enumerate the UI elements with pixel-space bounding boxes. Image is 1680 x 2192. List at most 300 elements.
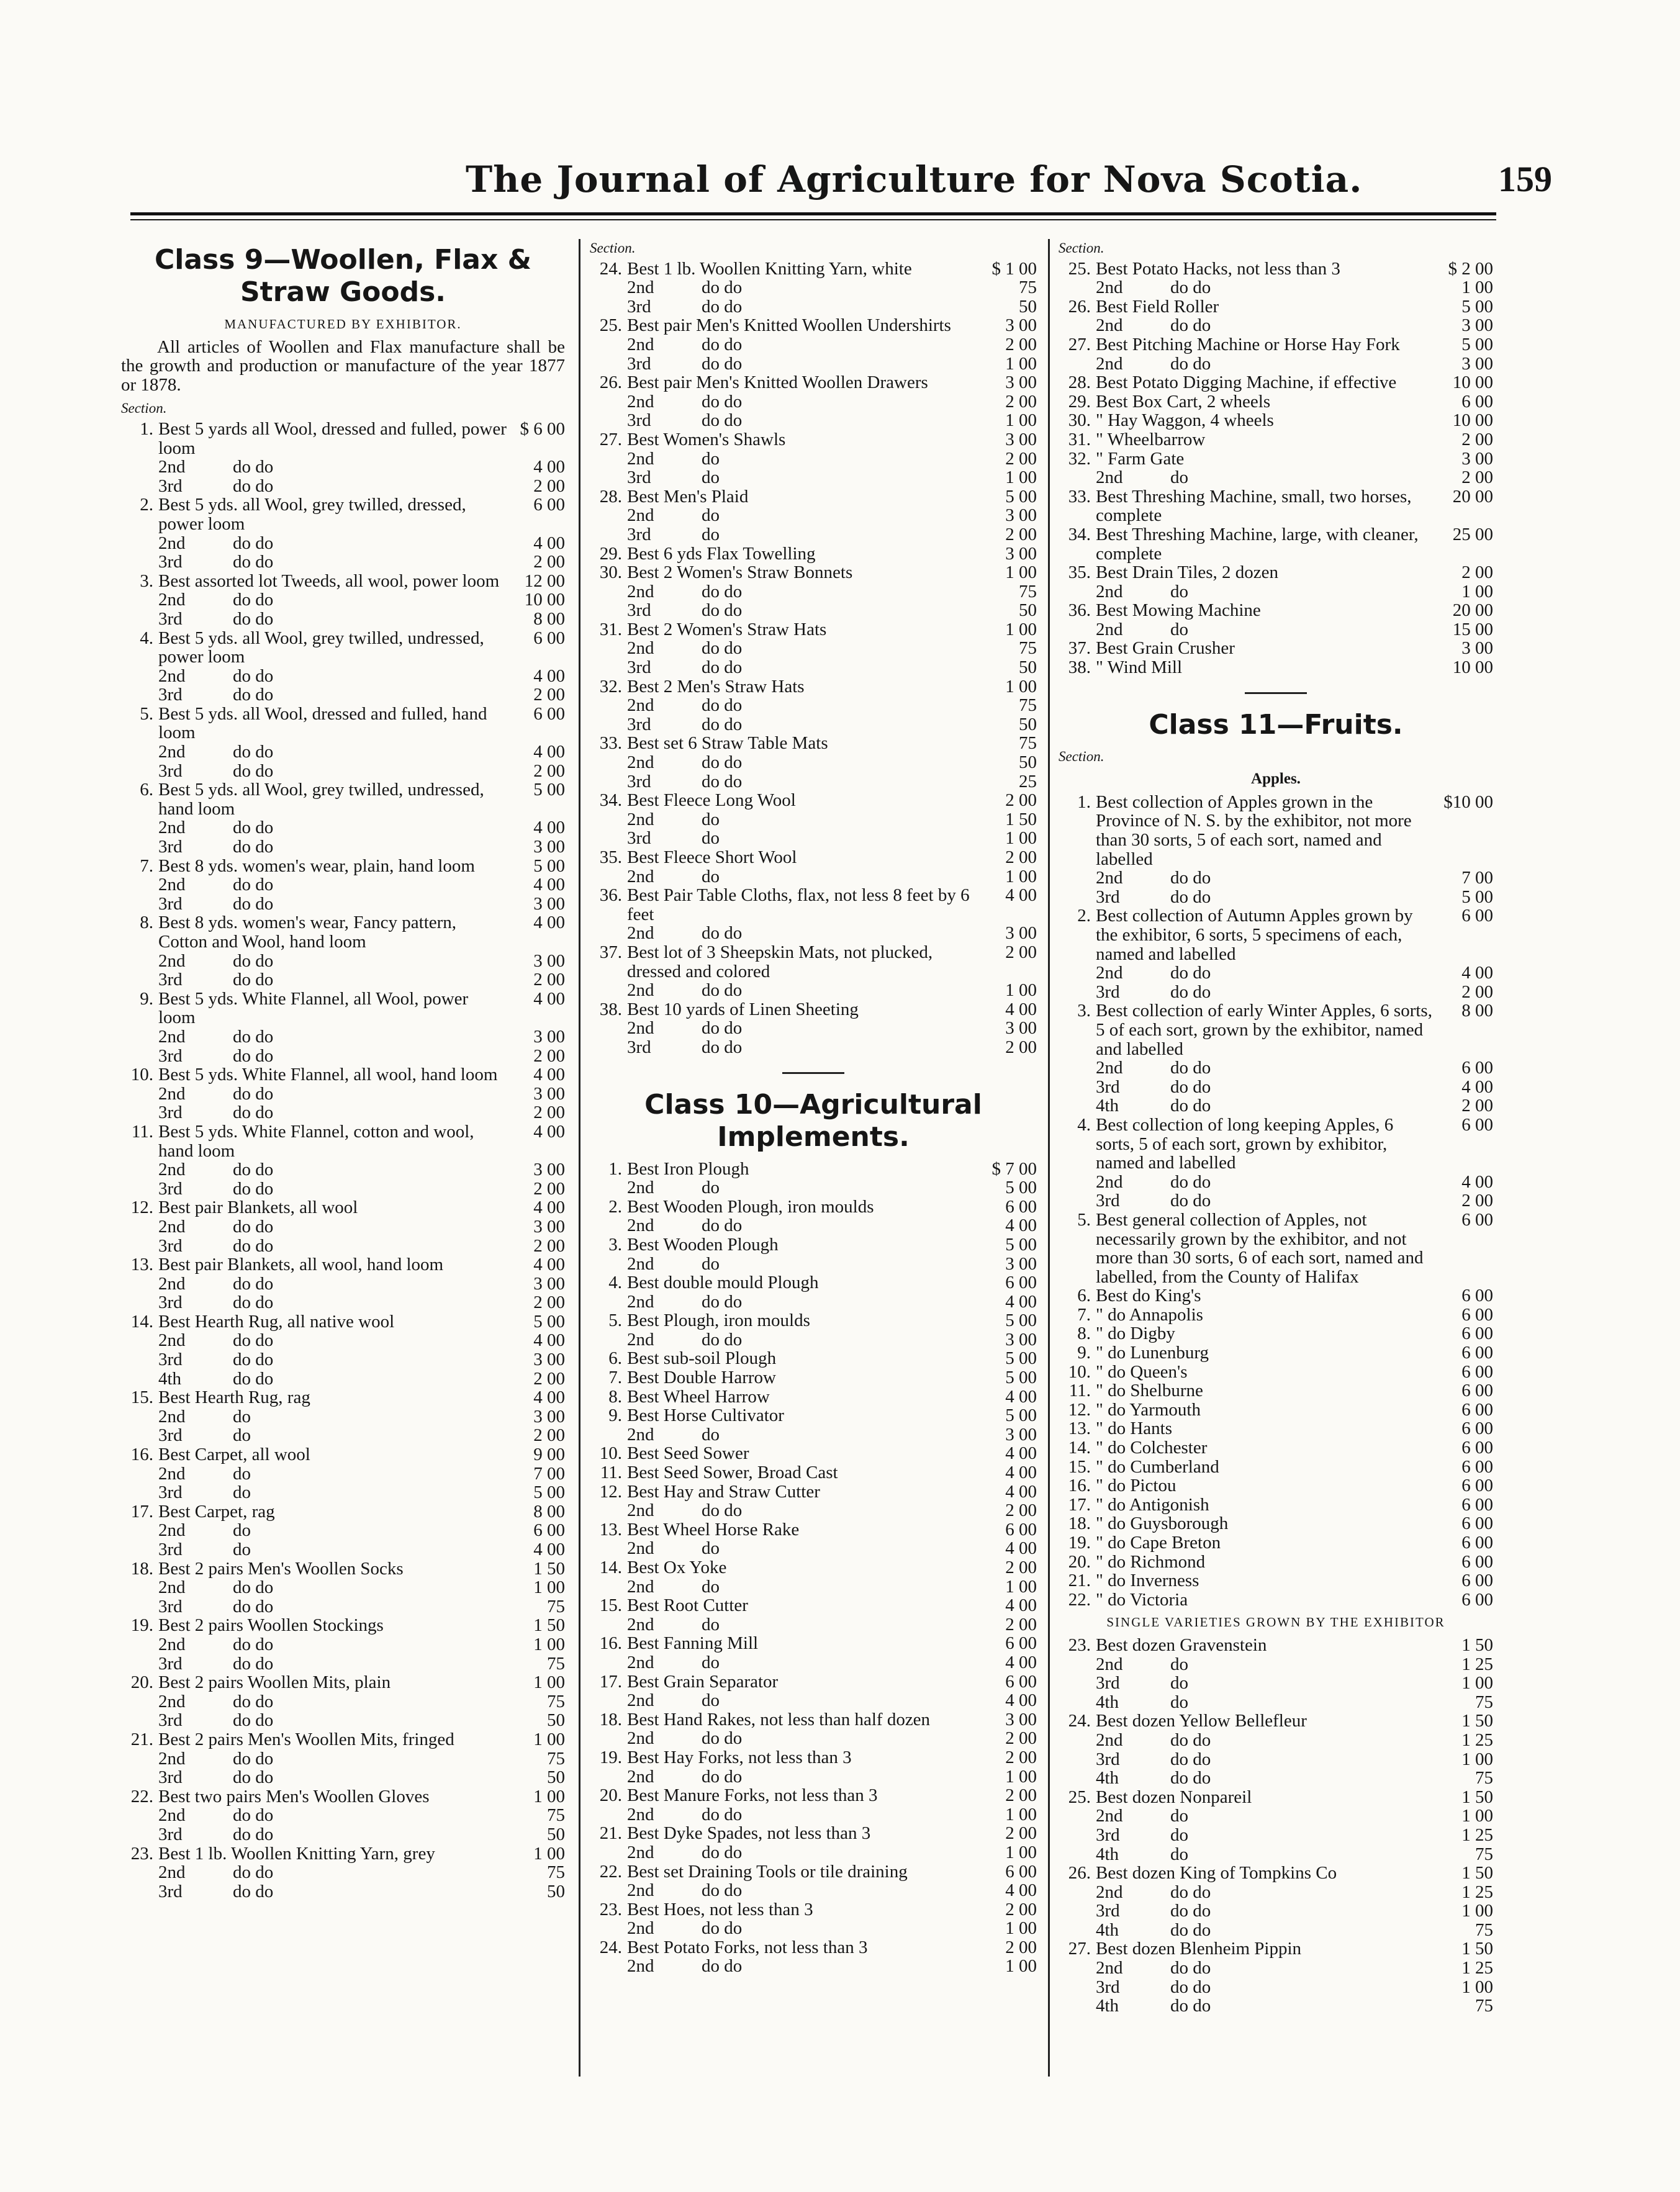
prize-list [1059, 793, 1493, 1610]
prize-entry [1059, 1343, 1493, 1363]
entry-place-line [121, 1540, 565, 1559]
place-ditto: do [1170, 1824, 1188, 1845]
entry-place-line [1059, 1173, 1493, 1192]
place-ditto: do do [702, 1880, 743, 1901]
place-amount: 2 00 [1461, 1191, 1493, 1211]
prize-entry [121, 495, 565, 571]
prize-entry [590, 620, 1037, 677]
entry-text: Best Seed Sower, Broad Cast [627, 1463, 838, 1483]
entry-text: Best Potato Hacks, not less than 3 [1096, 258, 1340, 279]
place-rank: 2nd [627, 1538, 654, 1559]
place-ditto: do do [702, 277, 743, 298]
entry-place-line [121, 1217, 565, 1237]
place-amount: 3 00 [1005, 1018, 1037, 1039]
entry-main-line [590, 1444, 1037, 1463]
prize-entry [1059, 793, 1493, 907]
entry-text: Best Pitching Machine or Horse Hay Fork [1096, 334, 1400, 354]
entry-amount: 3 00 [1005, 315, 1037, 336]
entry-number: 6. [140, 780, 153, 800]
place-amount: 3 00 [533, 1026, 565, 1047]
entry-place-line [121, 534, 565, 553]
prize-entry [590, 1406, 1037, 1444]
entry-number: 21. [130, 1729, 153, 1749]
class-heading: Class 10—Agricultural Implements. [644, 1088, 982, 1153]
place-rank: 2nd [627, 638, 654, 659]
place-rank: 2nd [158, 1026, 186, 1047]
header-rule [130, 212, 1496, 220]
entry-number: 20. [1068, 1551, 1091, 1572]
place-rank: 2nd [627, 448, 654, 469]
entry-amount: 6 00 [1461, 1551, 1493, 1572]
entry-amount: 5 00 [533, 1311, 565, 1332]
entry-place-line [121, 1882, 565, 1901]
entry-amount: 6 00 [1005, 1273, 1037, 1293]
entry-main-line [1059, 1788, 1493, 1807]
entry-place-line [121, 685, 565, 705]
entry-main-line [1059, 1476, 1493, 1495]
entry-text: Best Potato Digging Machine, if effective [1096, 372, 1397, 393]
place-rank: 2nd [158, 1691, 186, 1712]
place-ditto: do [1170, 1806, 1188, 1826]
entry-place-line [121, 1806, 565, 1825]
place-rank: 2nd [1096, 353, 1123, 374]
place-ditto: do [1170, 619, 1188, 639]
place-ditto: do do [702, 296, 743, 317]
place-rank: 2nd [627, 1766, 654, 1787]
prize-entry [1059, 1864, 1493, 1939]
place-amount: 2 00 [533, 1292, 565, 1313]
entry-text: Best Plough, iron moulds [627, 1310, 810, 1331]
entry-amount: 2 00 [1005, 1899, 1037, 1919]
entry-place-line [121, 1578, 565, 1597]
prize-entry [1059, 1712, 1493, 1787]
entry-text: " Hay Waggon, 4 wheels [1096, 410, 1274, 431]
entry-place-line [590, 924, 1037, 943]
prize-entry [590, 791, 1037, 848]
entry-main-line [121, 1065, 565, 1085]
place-ditto: do do [1170, 1058, 1211, 1078]
place-rank: 2nd [158, 1463, 186, 1484]
entry-amount: 6 00 [1005, 1196, 1037, 1217]
place-amount: 3 00 [533, 893, 565, 914]
place-amount: 1 00 [1005, 1766, 1037, 1787]
place-rank: 3rd [158, 1045, 183, 1066]
entry-amount: $10 00 [1443, 792, 1493, 812]
place-amount: 5 00 [1005, 1178, 1037, 1198]
place-rank: 2nd [1096, 1654, 1123, 1674]
entry-main-line [121, 780, 565, 818]
entry-number: 25. [1068, 258, 1091, 279]
prize-entry [1059, 1788, 1493, 1864]
entry-number: 18. [130, 1558, 153, 1579]
entry-main-line [1059, 1590, 1493, 1610]
place-rank: 3rd [158, 1178, 183, 1199]
place-ditto: do do [1170, 277, 1211, 298]
place-rank: 3rd [158, 1103, 183, 1123]
place-ditto: do do [1170, 1882, 1211, 1902]
place-rank: 3rd [627, 600, 651, 621]
place-rank: 2nd [1096, 1058, 1123, 1078]
place-ditto: do do [702, 410, 743, 431]
place-rank: 3rd [627, 657, 651, 678]
entry-place-line [121, 590, 565, 610]
entry-place-line [590, 392, 1037, 412]
place-amount: 2 00 [1461, 981, 1493, 1002]
entry-place-line [590, 601, 1037, 620]
entry-number: 25. [599, 315, 622, 336]
entry-amount: 5 00 [1005, 1368, 1037, 1388]
entry-main-line [1059, 1211, 1493, 1286]
entry-number: 2. [1077, 906, 1091, 926]
place-ditto: do do [1170, 886, 1211, 907]
entry-place-line [1059, 1655, 1493, 1674]
entry-place-line [590, 1501, 1037, 1520]
entry-main-line [590, 316, 1037, 335]
place-amount: 1 00 [1005, 353, 1037, 374]
entry-text: Best 1 lb. Woollen Knitting Yarn, grey [158, 1843, 435, 1864]
place-amount: 1 00 [1005, 866, 1037, 886]
entry-main-line [121, 1312, 565, 1332]
entry-number: 1. [1077, 792, 1091, 812]
entry-number: 25. [1068, 1787, 1091, 1807]
entry-place-line [121, 610, 565, 629]
prize-entry [590, 1862, 1037, 1900]
prize-entry [1059, 1495, 1493, 1515]
entry-text: " Wind Mill [1096, 657, 1183, 678]
entry-amount: 6 00 [1461, 1343, 1493, 1363]
entry-amount: 2 00 [1005, 942, 1037, 962]
entry-place-line [121, 1692, 565, 1712]
prize-entry [121, 1388, 565, 1445]
prize-entry [1059, 1458, 1493, 1477]
entry-place-line [1059, 963, 1493, 983]
entry-main-line [121, 1616, 565, 1635]
place-ditto: do do [233, 1160, 274, 1180]
entry-main-line [590, 430, 1037, 449]
entry-main-line [590, 1748, 1037, 1767]
place-ditto: do do [233, 1577, 274, 1598]
place-ditto: do [702, 828, 720, 849]
entry-number: 13. [130, 1255, 153, 1275]
place-ditto: do [233, 1482, 251, 1503]
entry-main-line [590, 791, 1037, 810]
entry-number: 12. [130, 1197, 153, 1218]
entry-amount: 4 00 [1005, 999, 1037, 1019]
prize-entry [1059, 1590, 1493, 1610]
entry-text: " do Lunenburg [1096, 1343, 1209, 1363]
place-amount: 2 00 [1005, 1614, 1037, 1635]
entry-amount: 6 00 [1461, 1324, 1493, 1344]
entry-place-line [590, 297, 1037, 317]
entry-text: Best collection of long keeping Apples, 6 sorts, 5 of each sort, grown by exhibitor, named and labelled [1096, 1114, 1394, 1173]
entry-place-line [590, 411, 1037, 430]
entry-text: Best dozen King of Tompkins Co [1096, 1863, 1337, 1883]
place-rank: 3rd [627, 1037, 651, 1057]
place-ditto: do do [702, 391, 743, 412]
entry-text: " do Yarmouth [1096, 1399, 1201, 1420]
place-rank: 2nd [158, 1330, 186, 1351]
entry-text: Best 1 lb. Woollen Knitting Yarn, white [627, 258, 912, 279]
entry-place-line [121, 477, 565, 496]
entry-number: 20. [130, 1672, 153, 1693]
entry-number: 8. [140, 913, 153, 933]
place-rank: 2nd [627, 1576, 654, 1597]
place-rank: 2nd [627, 1804, 654, 1824]
entry-number: 10. [1068, 1361, 1091, 1382]
prize-entry [590, 1311, 1037, 1349]
prize-entry [590, 1672, 1037, 1710]
column-divider [579, 239, 580, 2077]
entry-number: 17. [599, 1671, 622, 1692]
divider [782, 1072, 844, 1074]
entry-main-line [590, 1634, 1037, 1653]
entry-number: 10. [130, 1065, 153, 1085]
page-header [130, 158, 1552, 202]
entry-main-line [1059, 430, 1493, 449]
place-ditto: do [702, 467, 720, 488]
entry-main-line [1059, 1438, 1493, 1458]
entry-place-line [121, 1597, 565, 1617]
entry-main-line [590, 1900, 1037, 1919]
entry-amount: 10 00 [1452, 657, 1493, 678]
entry-number: 14. [1068, 1438, 1091, 1458]
place-amount: 1 00 [1005, 467, 1037, 488]
entry-text: " do Annapolis [1096, 1304, 1203, 1325]
prize-entry [121, 1730, 565, 1787]
place-amount: 1 25 [1461, 1824, 1493, 1845]
place-rank: 2nd [627, 1918, 654, 1939]
place-ditto: do do [702, 1018, 743, 1039]
entry-text: Best general collection of Apples, not necessarily grown by the exhibitor, and not more than 30 sorts, 6 of each sort, named and labelled, from the County of Halifax [1096, 1209, 1424, 1287]
entry-amount: 4 00 [1005, 1595, 1037, 1616]
place-ditto: do do [702, 1329, 743, 1350]
entry-place-line [590, 1729, 1037, 1748]
entry-place-line [590, 335, 1037, 354]
entry-place-line [590, 1767, 1037, 1787]
entry-place-line [1059, 888, 1493, 907]
place-amount: 1 00 [1461, 581, 1493, 602]
place-amount: 50 [547, 1881, 565, 1901]
place-rank: 2nd [158, 1406, 186, 1427]
entry-main-line [590, 1786, 1037, 1805]
entry-text: Best Iron Plough [627, 1158, 749, 1179]
entry-main-line [1059, 487, 1493, 525]
prize-entry [121, 420, 565, 495]
place-ditto: do do [233, 818, 274, 838]
place-rank: 3rd [158, 1881, 183, 1901]
entry-number: 16. [130, 1445, 153, 1465]
entry-place-line [1059, 1826, 1493, 1845]
prize-entry [1059, 1533, 1493, 1553]
entry-amount: 2 00 [1005, 1785, 1037, 1806]
place-ditto: do do [233, 685, 274, 705]
entry-amount: 20 00 [1452, 486, 1493, 507]
entry-number: 23. [599, 1899, 622, 1919]
prize-entry [121, 1559, 565, 1617]
place-rank: 2nd [1096, 1882, 1123, 1902]
prize-entry [121, 1502, 565, 1559]
entry-place-line [590, 658, 1037, 677]
place-amount: 3 00 [533, 837, 565, 857]
entry-place-line [121, 1160, 565, 1179]
entry-main-line [1059, 1553, 1493, 1572]
place-ditto: do do [233, 1653, 274, 1674]
entry-main-line [121, 1388, 565, 1407]
entry-place-line [121, 458, 565, 477]
entry-place-line [121, 667, 565, 686]
place-ditto: do [233, 1540, 251, 1559]
entry-amount: 6 00 [1461, 1476, 1493, 1496]
column-right [1059, 239, 1493, 2016]
place-rank: 3rd [158, 1767, 183, 1788]
entry-main-line [590, 1558, 1037, 1577]
place-amount: 2 00 [1005, 1728, 1037, 1749]
place-rank: 4th [1096, 1768, 1119, 1788]
prize-entry [121, 1255, 565, 1312]
prize-entry [121, 1787, 565, 1844]
entry-main-line [1059, 906, 1493, 963]
prize-entry [590, 1160, 1037, 1197]
class-intro: All articles of Woollen and Flax manufacture shall be the growth and production or manufacture of the year 1877 or 1878. [121, 336, 565, 395]
entry-number: 27. [599, 429, 622, 449]
entry-main-line [590, 620, 1037, 639]
entry-number: 11. [131, 1121, 153, 1142]
place-amount: 2 00 [1005, 1500, 1037, 1521]
entry-text: Best Fanning Mill [627, 1633, 759, 1654]
entry-place-line [121, 1047, 565, 1066]
place-amount: 3 00 [1005, 505, 1037, 526]
entry-place-line [121, 1293, 565, 1312]
entry-number: 31. [1068, 429, 1091, 449]
entry-number: 11. [600, 1463, 622, 1483]
entry-text: Best Men's Plaid [627, 486, 749, 507]
place-amount: 50 [1019, 600, 1037, 621]
divider [1245, 692, 1307, 694]
entry-text: " Wheelbarrow [1096, 429, 1206, 449]
place-amount: 2 00 [533, 1235, 565, 1256]
entry-main-line [1059, 1533, 1493, 1553]
entry-text: Best Hearth Rug, all native wool [158, 1311, 395, 1332]
entry-amount: 4 00 [533, 1197, 565, 1218]
place-ditto: do do [1170, 1768, 1211, 1788]
place-ditto: do do [233, 950, 274, 971]
entry-place-line [590, 867, 1037, 886]
place-amount: 3 00 [533, 1160, 565, 1180]
prize-entry [590, 677, 1037, 734]
place-amount: 1 00 [533, 1634, 565, 1654]
entry-amount: 1 50 [1461, 1787, 1493, 1807]
entry-place-line [121, 1237, 565, 1256]
entry-main-line [1059, 1636, 1493, 1655]
place-ditto: do do [702, 1291, 743, 1312]
entry-text: Best dozen Yellow Bellefleur [1096, 1711, 1307, 1731]
entry-text: " Farm Gate [1096, 448, 1185, 469]
place-rank: 3rd [158, 608, 183, 629]
entry-place-line [590, 1843, 1037, 1862]
entry-place-line [590, 772, 1037, 792]
entry-main-line [590, 1463, 1037, 1482]
entry-place-line [121, 1085, 565, 1104]
place-ditto: do do [1170, 1901, 1211, 1921]
entry-amount: 4 00 [533, 913, 565, 933]
entry-place-line [1059, 1693, 1493, 1712]
entry-number: 32. [599, 676, 622, 697]
entry-text: Best pair Blankets, all wool [158, 1197, 358, 1218]
prize-entry [1059, 449, 1493, 487]
prize-entry [590, 1710, 1037, 1748]
entry-amount: 2 00 [1005, 847, 1037, 867]
entry-place-line [121, 1635, 565, 1654]
entry-number: 35. [599, 847, 622, 867]
entry-main-line [590, 1197, 1037, 1217]
section-label: Section. [590, 240, 636, 256]
entry-number: 7. [608, 1368, 622, 1388]
entry-text: Best Potato Forks, not less than 3 [627, 1937, 868, 1957]
entry-number: 15. [130, 1387, 153, 1408]
entry-text: Best Double Harrow [627, 1368, 777, 1388]
entry-place-line [590, 1577, 1037, 1597]
place-ditto: do [1170, 467, 1188, 488]
place-rank: 3rd [158, 1350, 183, 1370]
place-rank: 2nd [627, 277, 654, 298]
place-ditto: do do [233, 1292, 274, 1313]
entry-text: " do Cape Breton [1096, 1533, 1221, 1553]
apples-heading: Apples. [1251, 770, 1301, 788]
prize-entry [590, 1463, 1037, 1482]
prize-entry [1059, 563, 1493, 601]
entry-amount: 1 50 [533, 1558, 565, 1579]
entry-number: 19. [130, 1615, 153, 1636]
entry-place-line [121, 1825, 565, 1844]
entry-number: 38. [599, 999, 622, 1019]
entry-text: Best 8 yds. women's wear, Fancy pattern, Cotton and Wool, hand loom [158, 913, 457, 952]
place-amount: 2 00 [533, 760, 565, 781]
place-rank: 3rd [627, 524, 651, 544]
place-rank: 3rd [158, 1653, 183, 1674]
entry-text: Best Women's Shawls [627, 429, 786, 449]
entry-place-line [590, 449, 1037, 469]
prize-entry [590, 734, 1037, 791]
place-ditto: do do [702, 752, 743, 773]
section-label: Section. [1059, 748, 1104, 764]
entry-amount: 75 [1019, 733, 1037, 754]
place-rank: 2nd [158, 1083, 186, 1104]
entry-number: 36. [599, 885, 622, 906]
place-amount: 1 00 [1005, 1842, 1037, 1862]
entry-place-line [1059, 1806, 1493, 1826]
place-rank: 3rd [158, 1425, 183, 1446]
entry-number: 3. [140, 571, 153, 591]
entry-main-line [121, 1673, 565, 1692]
place-rank: 3rd [627, 771, 651, 792]
entry-number: 4. [1077, 1114, 1091, 1135]
entry-amount: 20 00 [1452, 600, 1493, 621]
entry-main-line [590, 1160, 1037, 1179]
place-rank: 2nd [627, 1728, 654, 1749]
entry-main-line [590, 1387, 1037, 1407]
entry-amount: 2 00 [1461, 429, 1493, 449]
entry-amount: 2 00 [1005, 1558, 1037, 1577]
place-amount: 7 00 [1461, 868, 1493, 888]
prize-entry [1059, 1476, 1493, 1495]
place-rank: 3rd [158, 760, 183, 781]
entry-place-line [590, 1216, 1037, 1235]
place-rank: 3rd [1096, 1191, 1120, 1211]
entry-text: Best 5 yds. all Wool, grey twilled, undressed, power loom [158, 628, 484, 667]
place-rank: 2nd [158, 875, 186, 895]
entry-main-line [1059, 658, 1493, 677]
place-rank: 3rd [158, 1235, 183, 1256]
